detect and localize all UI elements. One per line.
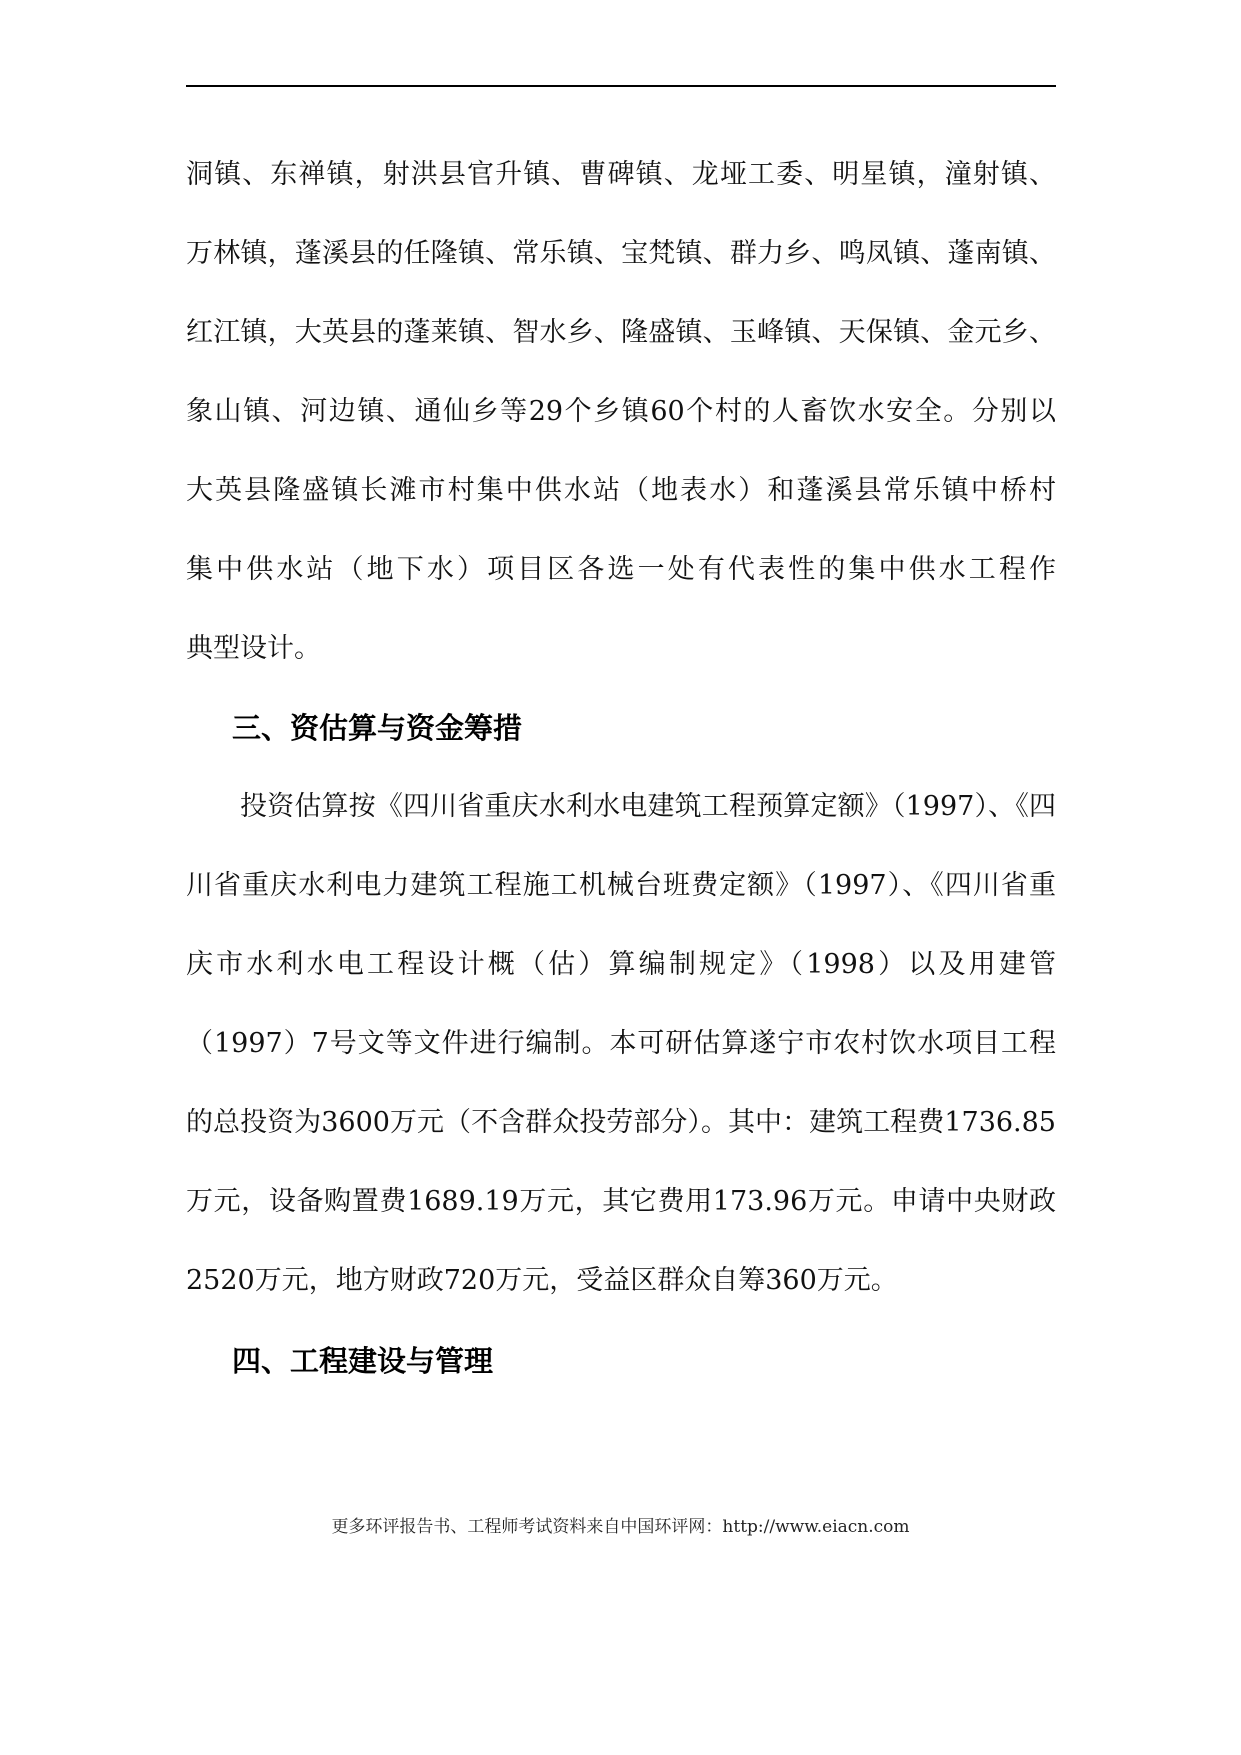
paragraph-line: 投资估算按《四川省重庆水利水电建筑工程预算定额》（1997）、《四 [240,791,1056,822]
paragraph-line: 大英县隆盛镇长滩市村集中供水站（地表水）和蓬溪县常乐镇中桥村 [186,475,1056,506]
footer-text: 更多环评报告书、工程师考试资料来自中国环评网：http://www.eiacn.com [331,1517,910,1537]
section-heading-3: 三、资估算与资金筹措 [232,711,523,745]
paragraph-line: 象山镇、河边镇、通仙乡等29个乡镇60个村的人畜饮水安全。分别以 [186,396,1056,427]
paragraph-line: 洞镇、东禅镇，射洪县官升镇、曹碑镇、龙垭工委、明星镇，潼射镇、 [186,159,1056,190]
paragraph-line: 典型设计。 [186,633,321,664]
paragraph-line: 红江镇，大英县的蓬莱镇、智水乡、隆盛镇、玉峰镇、天保镇、金元乡、 [186,317,1056,348]
paragraph-line: 集中供水站（地下水）项目区各选一处有代表性的集中供水工程作 [186,554,1056,585]
paragraph-line: 的总投资为3600万元（不含群众投劳部分）。其中：建筑工程费1736.85 [186,1107,1056,1138]
paragraph-line: 庆市水利水电工程设计概（估）算编制规定》（1998）以及用建管 [186,949,1056,980]
paragraph-line: （1997）7号文等文件进行编制。本可研估算遂宁市农村饮水项目工程 [186,1028,1056,1059]
paragraph-line: 万林镇，蓬溪县的任隆镇、常乐镇、宝梵镇、群力乡、鸣凤镇、蓬南镇、 [186,238,1056,269]
paragraph-line: 2520万元，地方财政720万元，受益区群众自筹360万元。 [186,1265,898,1296]
paragraph-line: 万元，设备购置费1689.19万元，其它费用173.96万元。申请中央财政 [186,1186,1056,1217]
header-rule [186,85,1056,87]
paragraph-line: 川省重庆水利电力建筑工程施工机械台班费定额》（1997）、《四川省重 [186,870,1056,901]
section-heading-4: 四、工程建设与管理 [232,1344,494,1378]
